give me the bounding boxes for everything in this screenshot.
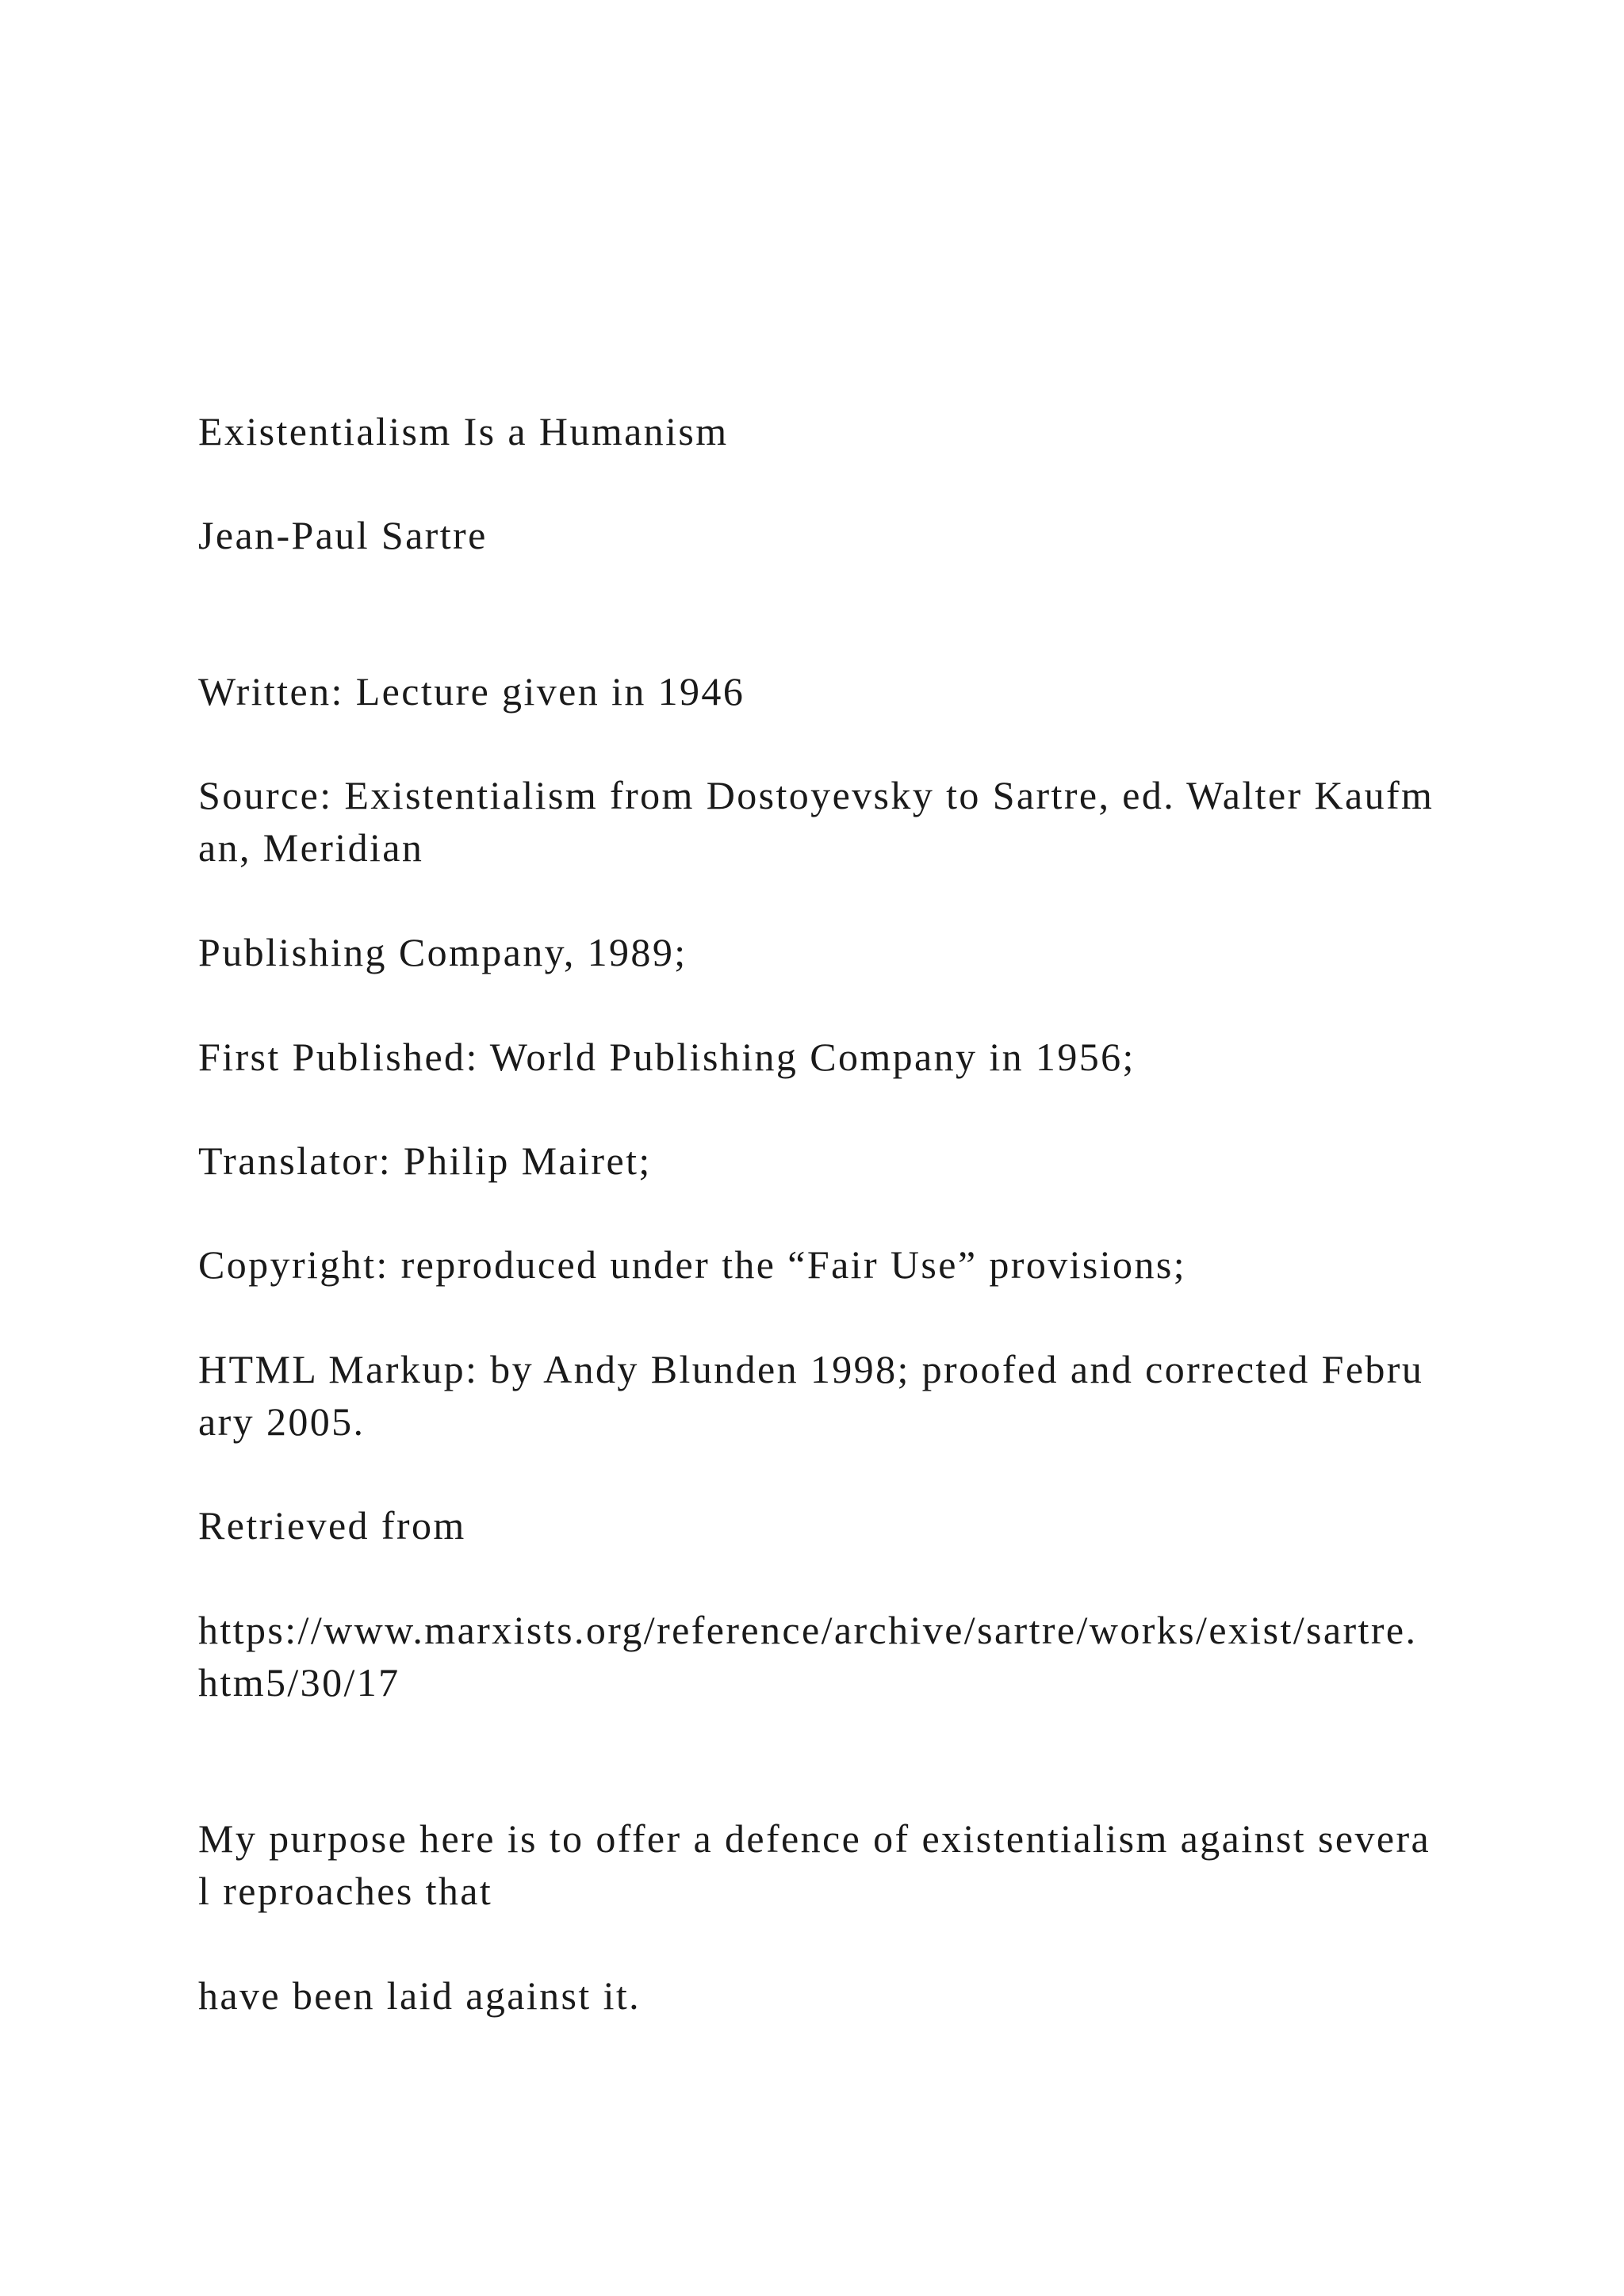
retrieved-url: https://www.marxists.org/reference/archive/sartre/works/exist/sartre.htm5/30/17 (198, 1608, 1418, 1705)
body-paragraph-continued: have been laid against it. (198, 1973, 642, 2018)
document-title: Existentialism Is a Humanism (198, 409, 729, 453)
written-note: Written: Lecture given in 1946 (198, 669, 745, 714)
source-note-continued: Publishing Company, 1989; (198, 930, 688, 974)
translator-note: Translator: Philip Mairet; (198, 1138, 652, 1183)
retrieved-label: Retrieved from (198, 1503, 466, 1548)
source-note: Source: Existentialism from Dostoyevsky to Sartre, ed. Walter Kaufman, Meridian (198, 773, 1434, 870)
body-paragraph: My purpose here is to offer a defence of existentialism against several reproaches that (198, 1816, 1431, 1913)
copyright-note: Copyright: reproduced under the “Fair Use” provisions; (198, 1242, 1187, 1287)
document-author: Jean-Paul Sartre (198, 513, 488, 557)
first-published-note: First Published: World Publishing Company in 1956; (198, 1035, 1136, 1079)
html-markup-note: HTML Markup: by Andy Blunden 1998; proofed and corrected February 2005. (198, 1347, 1424, 1444)
